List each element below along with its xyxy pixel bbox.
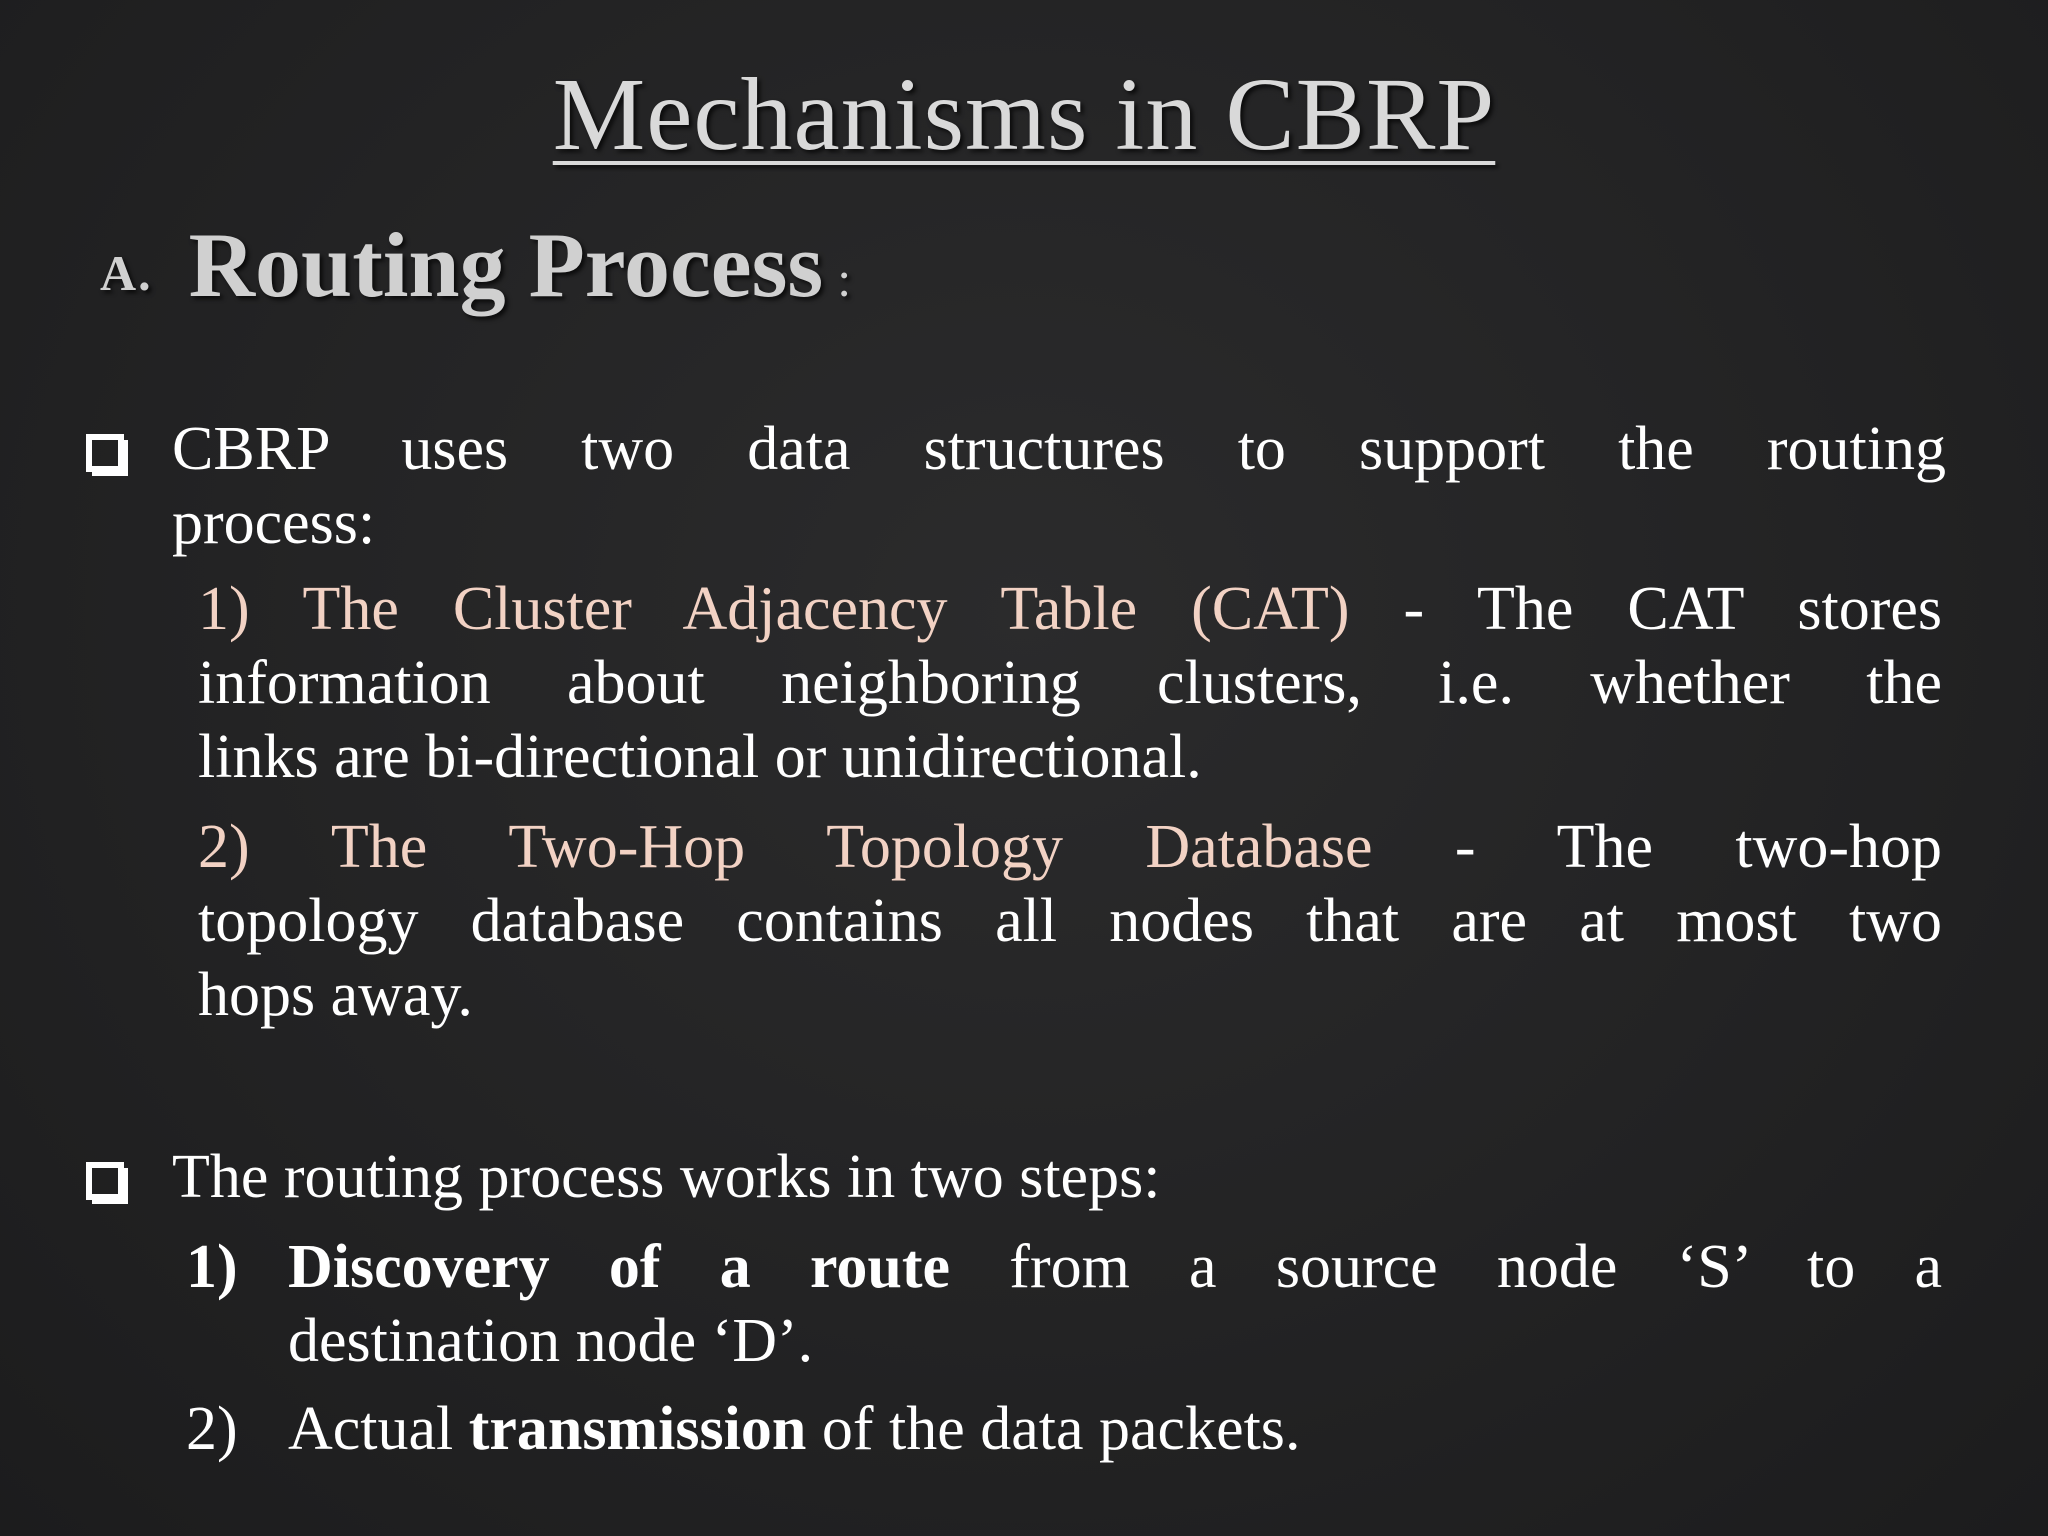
step-discovery (186, 1230, 1942, 1378)
step-2-pre: Actual (288, 1395, 469, 1463)
step-transmission (186, 1392, 1942, 1466)
step-2-bold: transmission (468, 1395, 807, 1463)
checkbox-bullet-icon (86, 1162, 124, 1200)
step-2-number: 2) (186, 1395, 238, 1463)
step-1-number: 1) (186, 1233, 238, 1301)
bullet-data-structures-text (172, 412, 1946, 560)
item-two-hop-line-3: hops away. (198, 961, 473, 1029)
bullet-line-2: process: (172, 489, 376, 557)
item-two-hop-line-2: topology database contains all nodes that are at most two (198, 887, 1942, 955)
section-title: Routing Process (188, 214, 824, 316)
item-two-hop-line-1 (198, 810, 1942, 884)
step-1-body (288, 1230, 1942, 1378)
item-two-hop-num: 2) (198, 813, 250, 881)
item-two-hop (198, 810, 1942, 1032)
bullet-data-structures (86, 412, 1946, 560)
slide-title-text: Mechanisms in CBRP (552, 57, 1496, 172)
step-1-bold: Discovery of a route (288, 1233, 951, 1301)
item-cat-line-2: information about neighboring clusters, i.e. whether the (198, 649, 1942, 717)
section-letter: A. (100, 245, 153, 301)
section-heading (100, 212, 851, 318)
item-two-hop-line-1-rest: - The two-hop (1372, 813, 1942, 881)
bullet-line-1: CBRP uses two data structures to support the routing (172, 415, 1946, 483)
item-cat-label: 1) The Cluster Adjacency Table (CAT) (198, 575, 1350, 643)
bullet-routing-steps-text: The routing process works in two steps: (172, 1143, 1161, 1211)
checkbox-bullet-icon (86, 434, 124, 472)
step-1-rest: from a source node ‘S’ to a (950, 1233, 1942, 1301)
step-1-line-2: destination node ‘D’. (288, 1307, 814, 1375)
step-2-body (288, 1392, 1942, 1466)
item-cat-line-1 (198, 572, 1942, 646)
slide-title (0, 58, 2048, 172)
item-two-hop-label: The Two-Hop Topology Database (330, 813, 1373, 881)
item-cat (198, 572, 1942, 794)
step-1-line-1 (288, 1230, 1942, 1304)
step-2-rest: of the data packets. (806, 1395, 1301, 1463)
section-colon: : (837, 251, 852, 307)
bullet-routing-steps (86, 1140, 1946, 1214)
item-cat-line-3: links are bi-directional or unidirectional. (198, 723, 1202, 791)
item-cat-line-1-rest: - The CAT stores (1349, 575, 1942, 643)
